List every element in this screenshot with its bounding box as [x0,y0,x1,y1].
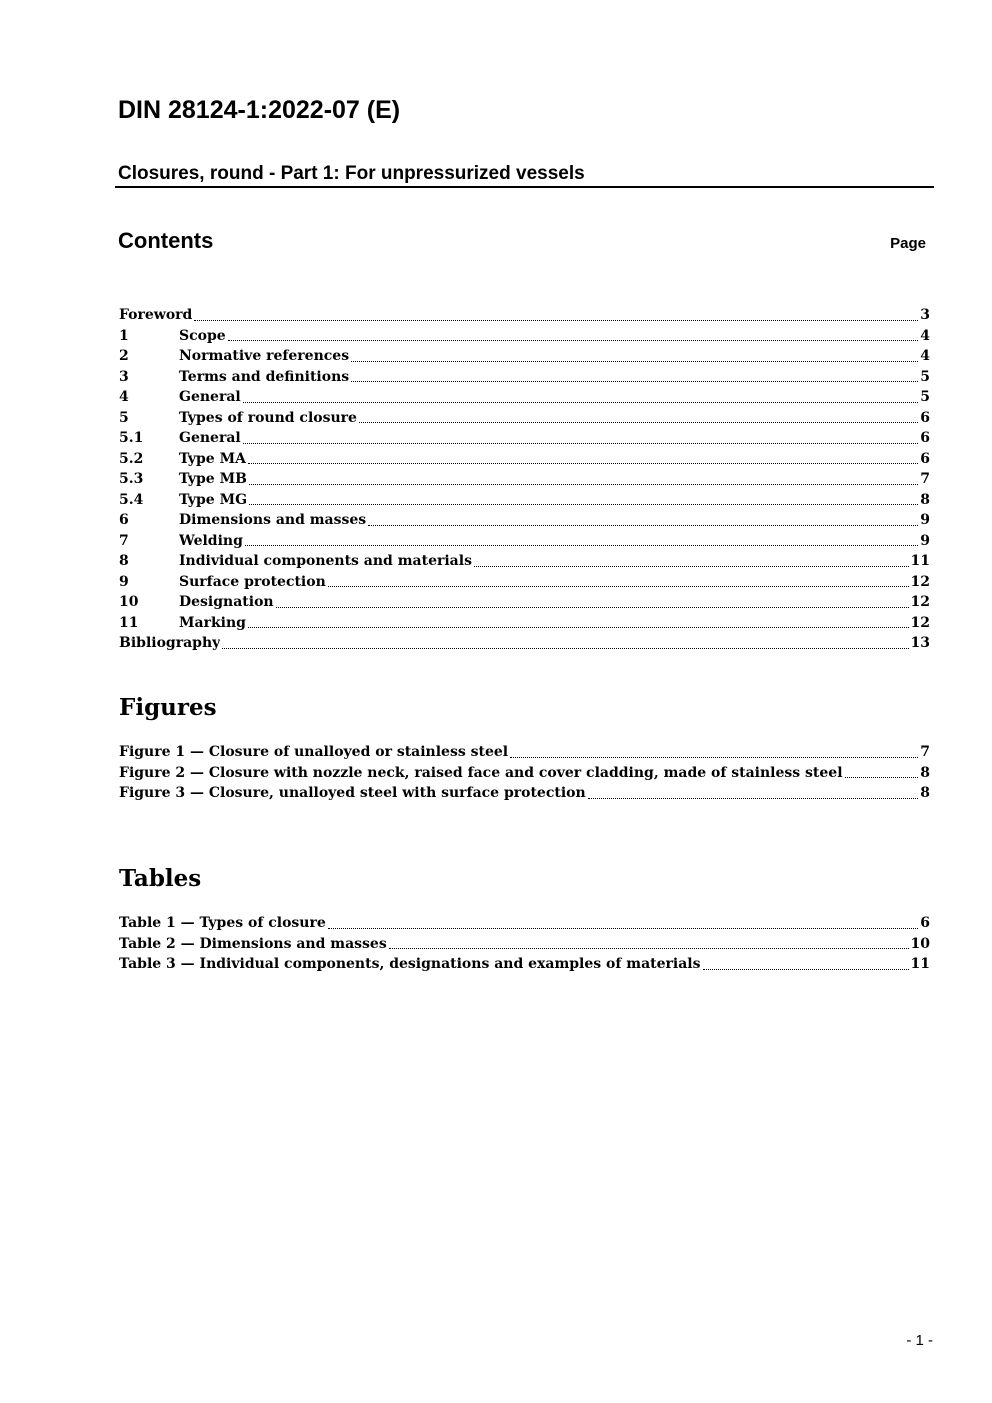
dot-leader [249,483,918,485]
toc-entry-label: Marking [179,614,246,631]
toc-entry-page: 11 [910,553,930,569]
table-entry[interactable] [119,913,930,934]
figure-entry[interactable] [119,742,930,763]
table-of-contents [119,305,930,654]
dot-leader [368,524,918,526]
toc-entry[interactable] [119,346,930,367]
toc-entry[interactable] [119,572,930,593]
toc-entry-page: 3 [920,307,930,323]
figure-entry-page: 7 [920,744,930,760]
toc-entry[interactable] [119,449,930,470]
toc-entry-page: 9 [920,532,930,549]
toc-entry-number: 7 [119,532,129,549]
toc-entry-page: 4 [920,327,930,344]
toc-entry-page: 12 [910,573,930,590]
toc-entry[interactable] [119,490,930,511]
tables-heading: Tables [119,865,202,892]
toc-entry-label: Type MB [179,471,247,487]
toc-entry[interactable] [119,469,930,490]
toc-entry-page: 6 [920,450,930,467]
toc-entry-label: Designation [179,594,274,610]
table-entry-label: Table 2 — Dimensions and masses [119,935,387,952]
contents-heading: Contents [118,228,214,253]
toc-entry-page: 4 [920,348,930,364]
toc-entry-label: Individual components and materials [179,553,472,569]
toc-entry-page: 7 [920,471,930,487]
figure-entry-label: Figure 1 — Closure of unalloyed or stainless steel [119,744,509,760]
toc-entry-label: Types of round closure [179,409,357,426]
dot-leader [351,360,918,362]
title-underline [115,186,934,188]
toc-entry[interactable] [119,592,930,613]
toc-entry[interactable] [119,551,930,572]
dot-leader [351,380,918,382]
figure-entry-label: Figure 2 — Closure with nozzle neck, raised face and cover cladding, made of stainless steel [119,764,843,781]
toc-entry[interactable] [119,531,930,552]
toc-entry-label: General [179,430,241,446]
dot-leader [194,319,918,321]
dot-leader [228,339,919,341]
dot-leader [276,606,909,608]
document-id: DIN 28124-1:2022-07 (E) [118,96,401,124]
dot-leader [249,503,918,505]
toc-entry-label: Bibliography [119,635,221,651]
toc-entry-number: 8 [119,553,129,569]
dot-leader [588,797,919,799]
toc-entry-page: 12 [910,614,930,631]
figure-entry-page: 8 [920,764,930,781]
page-number: - 1 - [906,1332,933,1349]
figure-entry[interactable] [119,783,930,804]
toc-entry-label: Surface protection [179,573,326,590]
page-column-heading: Page [890,235,926,252]
figure-entry[interactable] [119,763,930,784]
dot-leader [474,565,909,567]
dot-leader [510,756,918,758]
toc-entry-number: 6 [119,512,129,528]
toc-entry[interactable] [119,326,930,347]
list-of-figures [119,742,930,804]
toc-entry[interactable] [119,428,930,449]
toc-entry-number: 5 [119,409,129,426]
toc-entry-number: 5.1 [119,430,144,446]
toc-entry-label: Dimensions and masses [179,512,367,528]
toc-entry-number: 11 [119,614,139,631]
table-entry-page: 11 [910,956,930,972]
toc-entry-label: General [179,389,241,405]
figures-heading: Figures [119,694,217,721]
toc-entry-number: 10 [119,594,139,610]
toc-entry-page: 5 [920,368,930,385]
toc-entry-number: 2 [119,348,129,364]
toc-entry[interactable] [119,510,930,531]
toc-entry-label: Terms and definitions [179,368,350,385]
toc-entry-label: Scope [179,327,226,344]
figure-entry-label: Figure 3 — Closure, unalloyed steel with surface protection [119,785,586,801]
dot-leader [248,626,909,628]
figure-entry-page: 8 [920,785,930,801]
toc-entry-page: 12 [910,594,930,610]
toc-entry-number: 4 [119,389,129,405]
toc-entry[interactable] [119,387,930,408]
dot-leader [328,585,909,587]
toc-entry-page: 9 [920,512,930,528]
toc-entry-number: 5.4 [119,491,144,508]
toc-entry-number: 1 [119,327,129,344]
dot-leader [845,776,919,778]
toc-entry-label: Type MA [179,450,246,467]
toc-entry-page: 8 [920,491,930,508]
toc-entry-page: 5 [920,389,930,405]
toc-entry-label: Normative references [179,348,350,364]
toc-entry-number: 5.2 [119,450,144,467]
dot-leader [248,462,918,464]
toc-entry[interactable] [119,633,930,654]
table-entry[interactable] [119,954,930,975]
table-entry-label: Table 3 — Individual components, designations and examples of materials [119,956,701,972]
toc-entry-number: 5.3 [119,471,144,487]
dot-leader [243,401,919,403]
dot-leader [243,442,919,444]
toc-entry-number: 3 [119,368,129,385]
toc-entry-page: 6 [920,409,930,426]
dot-leader [328,927,918,929]
dot-leader [245,544,918,546]
table-entry-page: 6 [920,915,930,931]
dot-leader [222,647,908,649]
toc-entry[interactable] [119,305,930,326]
table-entry[interactable] [119,934,930,955]
toc-entry-page: 6 [920,430,930,446]
table-entry-label: Table 1 — Types of closure [119,915,326,931]
toc-entry[interactable] [119,367,930,388]
toc-entry-label: Foreword [119,307,193,323]
document-title: Closures, round - Part 1: For unpressurized vessels [118,163,585,184]
toc-entry[interactable] [119,408,930,429]
toc-entry-page: 13 [910,635,930,651]
dot-leader [359,421,918,423]
toc-entry[interactable] [119,613,930,634]
list-of-tables [119,913,930,975]
dot-leader [389,947,909,949]
toc-entry-number: 9 [119,573,129,590]
table-entry-page: 10 [910,935,930,952]
toc-entry-label: Welding [179,532,243,549]
toc-entry-label: Type MG [179,491,248,508]
dot-leader [703,968,909,970]
